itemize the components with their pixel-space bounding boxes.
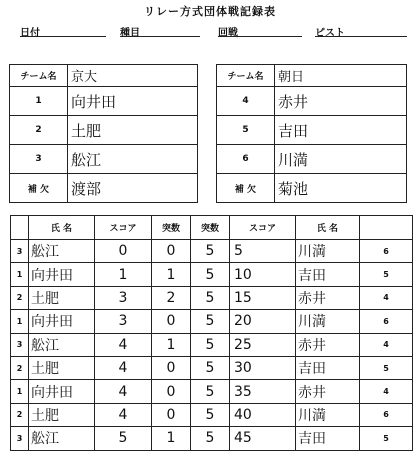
left-thrusts: 2 <box>152 286 191 309</box>
reserve-label: 補 欠 <box>10 174 68 203</box>
right-cumulative-score: 10 <box>230 263 296 286</box>
left-fencer-name: 土肥 <box>29 286 95 309</box>
left-fencer-name: 舩江 <box>29 333 95 356</box>
left-thrusts: 0 <box>152 240 191 263</box>
left-cumulative-score: 0 <box>95 240 152 263</box>
right-thrusts: 5 <box>191 333 230 356</box>
right-fencer-number: 6 <box>360 310 413 333</box>
right-cumulative-score: 40 <box>230 403 296 426</box>
right-thrusts: 5 <box>191 403 230 426</box>
header-thrusts-right: 突数 <box>191 216 230 240</box>
right-cumulative-score: 5 <box>230 240 296 263</box>
left-fencer-name: 舩江 <box>29 240 95 263</box>
right-thrusts: 5 <box>191 240 230 263</box>
right-cumulative-score: 35 <box>230 380 296 403</box>
bout-row <box>11 240 413 263</box>
left-thrusts: 0 <box>152 356 191 379</box>
right-fencer-name: 川満 <box>296 240 360 263</box>
member-name: 吉田 <box>275 116 407 145</box>
left-cumulative-score: 4 <box>95 403 152 426</box>
left-thrusts: 0 <box>152 403 191 426</box>
header-name-left: 氏 名 <box>29 216 95 240</box>
right-cumulative-score: 45 <box>230 427 296 450</box>
left-cumulative-score: 4 <box>95 356 152 379</box>
member-number: 2 <box>10 116 68 145</box>
left-thrusts: 0 <box>152 380 191 403</box>
right-fencer-number: 5 <box>360 263 413 286</box>
left-fencer-number: 1 <box>11 380 29 403</box>
right-fencer-name: 赤井 <box>296 380 360 403</box>
left-fencer-number: 1 <box>11 263 29 286</box>
date-field-line <box>20 36 106 37</box>
left-fencer-name: 向井田 <box>29 380 95 403</box>
header-score-right: スコア <box>230 216 296 240</box>
team-name: 京大 <box>68 65 198 87</box>
left-fencer-name: 向井田 <box>29 310 95 333</box>
right-thrusts: 5 <box>191 286 230 309</box>
bout-row <box>11 263 413 286</box>
score-table-header <box>11 216 413 240</box>
team-name: 朝日 <box>275 65 407 87</box>
left-team-table <box>9 64 198 203</box>
round-label: 回戦 <box>218 28 238 39</box>
round-field-line <box>218 36 302 37</box>
bout-row <box>11 380 413 403</box>
member-number: 5 <box>217 116 275 145</box>
bout-row <box>11 310 413 333</box>
right-cumulative-score: 15 <box>230 286 296 309</box>
member-name: 川満 <box>275 145 407 174</box>
member-number: 3 <box>10 145 68 174</box>
right-thrusts: 5 <box>191 310 230 333</box>
form-title: リレー方式団体戦記録表 <box>144 5 276 18</box>
right-fencer-name: 赤井 <box>296 333 360 356</box>
left-thrusts: 0 <box>152 310 191 333</box>
right-fencer-name: 川満 <box>296 310 360 333</box>
right-cumulative-score: 25 <box>230 333 296 356</box>
event-label: 種目 <box>120 28 140 39</box>
right-thrusts: 5 <box>191 380 230 403</box>
left-fencer-name: 土肥 <box>29 356 95 379</box>
right-fencer-name: 赤井 <box>296 286 360 309</box>
reserve-name: 渡部 <box>68 174 198 203</box>
left-fencer-number: 3 <box>11 240 29 263</box>
bout-row <box>11 356 413 379</box>
left-fencer-name: 舩江 <box>29 427 95 450</box>
date-label: 日付 <box>20 28 40 39</box>
right-cumulative-score: 20 <box>230 310 296 333</box>
left-cumulative-score: 1 <box>95 263 152 286</box>
left-fencer-number: 3 <box>11 333 29 356</box>
right-fencer-number: 4 <box>360 333 413 356</box>
header-thrusts-left: 突数 <box>152 216 191 240</box>
header-blank-right <box>360 216 413 240</box>
header-blank-left <box>11 216 29 240</box>
left-thrusts: 1 <box>152 333 191 356</box>
piste-label: ピスト <box>315 28 345 39</box>
left-fencer-number: 3 <box>11 427 29 450</box>
right-fencer-name: 吉田 <box>296 263 360 286</box>
member-name: 赤井 <box>275 87 407 116</box>
left-fencer-name: 土肥 <box>29 403 95 426</box>
left-fencer-name: 向井田 <box>29 263 95 286</box>
left-fencer-number: 2 <box>11 286 29 309</box>
right-fencer-name: 川満 <box>296 403 360 426</box>
bout-row <box>11 286 413 309</box>
right-fencer-name: 吉田 <box>296 427 360 450</box>
left-fencer-number: 1 <box>11 310 29 333</box>
piste-field-line <box>315 36 407 37</box>
event-field-line <box>120 36 200 37</box>
bout-row <box>11 403 413 426</box>
member-number: 4 <box>217 87 275 116</box>
member-number: 6 <box>217 145 275 174</box>
left-thrusts: 1 <box>152 263 191 286</box>
right-team-table <box>216 64 407 203</box>
right-fencer-number: 6 <box>360 403 413 426</box>
team-name-label: チーム名 <box>10 65 68 87</box>
right-thrusts: 5 <box>191 263 230 286</box>
left-cumulative-score: 5 <box>95 427 152 450</box>
bout-score-table <box>10 215 413 451</box>
reserve-name: 菊池 <box>275 174 407 203</box>
member-name: 向井田 <box>68 87 198 116</box>
member-name: 舩江 <box>68 145 198 174</box>
right-fencer-number: 5 <box>360 356 413 379</box>
bout-row <box>11 333 413 356</box>
right-fencer-name: 吉田 <box>296 356 360 379</box>
left-cumulative-score: 3 <box>95 310 152 333</box>
left-cumulative-score: 3 <box>95 286 152 309</box>
header-name-right: 氏 名 <box>296 216 360 240</box>
member-number: 1 <box>10 87 68 116</box>
header-score-left: スコア <box>95 216 152 240</box>
right-fencer-number: 5 <box>360 427 413 450</box>
left-fencer-number: 2 <box>11 403 29 426</box>
team-name-label: チーム名 <box>217 65 275 87</box>
member-name: 土肥 <box>68 116 198 145</box>
left-cumulative-score: 4 <box>95 380 152 403</box>
right-thrusts: 5 <box>191 427 230 450</box>
left-thrusts: 1 <box>152 427 191 450</box>
right-thrusts: 5 <box>191 356 230 379</box>
left-fencer-number: 2 <box>11 356 29 379</box>
bout-row <box>11 427 413 450</box>
right-fencer-number: 4 <box>360 286 413 309</box>
left-cumulative-score: 4 <box>95 333 152 356</box>
right-fencer-number: 4 <box>360 380 413 403</box>
right-cumulative-score: 30 <box>230 356 296 379</box>
reserve-label: 補 欠 <box>217 174 275 203</box>
right-fencer-number: 6 <box>360 240 413 263</box>
